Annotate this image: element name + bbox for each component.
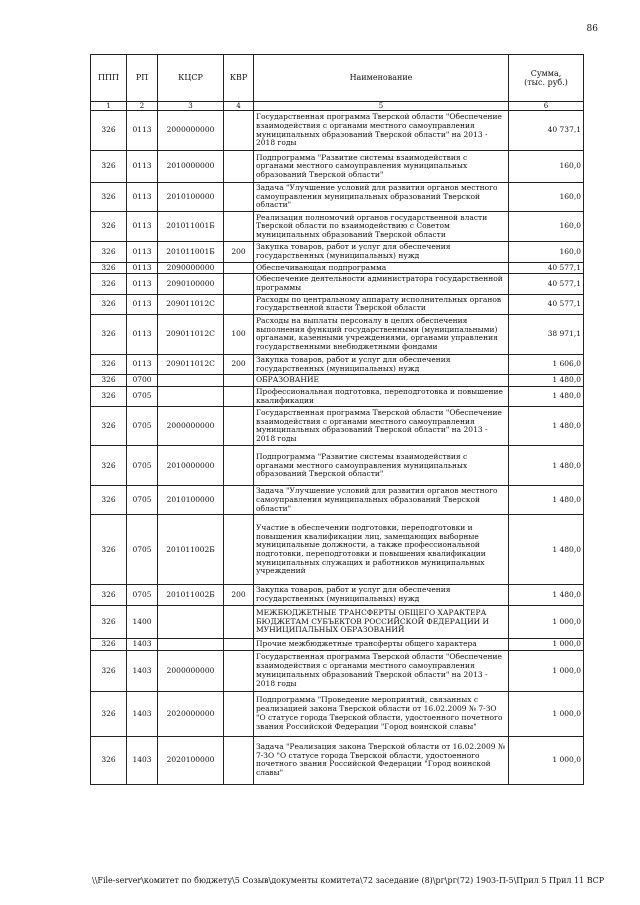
cell-kvr — [224, 212, 254, 242]
cell-kcsr: 2010100000 — [158, 183, 224, 212]
cell-ppp: 326 — [91, 446, 127, 486]
cell-sum: 1 000,0 — [509, 605, 584, 638]
table-row — [91, 605, 584, 638]
cell-kvr — [224, 486, 254, 515]
cell-rp: 0705 — [127, 585, 158, 605]
cell-rp: 0113 — [127, 151, 158, 183]
cell-kcsr — [158, 387, 224, 407]
cell-sum: 160,0 — [509, 151, 584, 183]
cell-rp: 0113 — [127, 314, 158, 354]
cell-kvr: 100 — [224, 314, 254, 354]
cell-ppp: 326 — [91, 262, 127, 274]
cell-kcsr — [158, 605, 224, 638]
cell-ppp: 326 — [91, 736, 127, 784]
cell-name: Задача "Реализация закона Тверской области от 16.02.2009 № 7-ЗО "О статусе города Тверской области, удостоенного почетного звания Российской Федерации "Город воинской славы" — [254, 736, 509, 784]
cell-sum: 1 480,0 — [509, 387, 584, 407]
cell-kcsr: 2020100000 — [158, 736, 224, 784]
cell-kvr — [224, 375, 254, 387]
cell-rp: 0700 — [127, 375, 158, 387]
cell-rp: 0705 — [127, 407, 158, 446]
cell-kcsr: 2090100000 — [158, 274, 224, 294]
col-header-ppp: ППП — [91, 55, 127, 102]
table-row — [91, 183, 584, 212]
cell-kvr — [224, 638, 254, 650]
cell-sum: 1 000,0 — [509, 691, 584, 736]
cell-rp: 1403 — [127, 691, 158, 736]
table-row — [91, 314, 584, 354]
cell-kcsr: 2010100000 — [158, 486, 224, 515]
table-row — [91, 375, 584, 387]
cell-kvr — [224, 407, 254, 446]
cell-kcsr: 2010000000 — [158, 151, 224, 183]
cell-kvr: 200 — [224, 242, 254, 262]
cell-sum: 1 606,0 — [509, 354, 584, 374]
col-number: 5 — [254, 102, 509, 111]
cell-rp: 0705 — [127, 486, 158, 515]
cell-rp: 1403 — [127, 638, 158, 650]
cell-ppp: 326 — [91, 111, 127, 151]
cell-kcsr: 209011012С — [158, 354, 224, 374]
header-row — [91, 55, 584, 102]
cell-ppp: 326 — [91, 387, 127, 407]
cell-name: Профессиональная подготовка, переподготовка и повышение квалификации — [254, 387, 509, 407]
cell-sum: 160,0 — [509, 183, 584, 212]
cell-kcsr: 2090000000 — [158, 262, 224, 274]
cell-kvr — [224, 111, 254, 151]
cell-name: Закупка товаров, работ и услуг для обеспечения государственных (муниципальных) нужд — [254, 242, 509, 262]
cell-rp: 0113 — [127, 354, 158, 374]
cell-sum: 1 480,0 — [509, 486, 584, 515]
cell-kvr — [224, 515, 254, 585]
cell-kvr — [224, 736, 254, 784]
cell-rp: 0113 — [127, 212, 158, 242]
col-header-name: Наименование — [254, 55, 509, 102]
cell-name: Обеспечение деятельности администратора государственной программы — [254, 274, 509, 294]
table-body — [91, 111, 584, 785]
cell-kvr — [224, 262, 254, 274]
cell-ppp: 326 — [91, 638, 127, 650]
cell-rp: 0113 — [127, 294, 158, 314]
table-row — [91, 736, 584, 784]
table-row — [91, 212, 584, 242]
table-row — [91, 486, 584, 515]
table-row — [91, 294, 584, 314]
cell-kcsr: 209011012С — [158, 314, 224, 354]
cell-name: Реализация полномочий органов государственной власти Тверской области по взаимодействию с Советом муниципальных образований Тверской области — [254, 212, 509, 242]
cell-name: Задача "Улучшение условий для развития органов местного самоуправления муниципальных образований Тверской области" — [254, 486, 509, 515]
table-row — [91, 407, 584, 446]
cell-name: Расходы на выплаты персоналу в целях обеспечения выполнения функций государственными (муниципальными) органами, казенными учреждениями, органами управления государственными внебюджетными фондами — [254, 314, 509, 354]
cell-ppp: 326 — [91, 354, 127, 374]
table-row — [91, 638, 584, 650]
cell-kvr — [224, 183, 254, 212]
cell-name: Государственная программа Тверской области "Обеспечение взаимодействия с органами местного самоуправления муниципальных образований Тверской области" на 2013 - 2018 годы — [254, 650, 509, 691]
cell-rp: 0113 — [127, 242, 158, 262]
cell-ppp: 326 — [91, 691, 127, 736]
table-row — [91, 111, 584, 151]
cell-name: Закупка товаров, работ и услуг для обеспечения государственных (муниципальных) нужд — [254, 354, 509, 374]
cell-name: Участие в обеспечении подготовки, переподготовки и повышения квалификации лиц, замещающих выборные муниципальные должности, а также профессиональной подготовки, переподготовки и повышения квалификации муниципальных служащих и работников муниципальных учреждений — [254, 515, 509, 585]
cell-kcsr: 201011001Б — [158, 212, 224, 242]
cell-kcsr: 209011012С — [158, 294, 224, 314]
cell-sum: 1 480,0 — [509, 375, 584, 387]
col-header-kvr: КВР — [224, 55, 254, 102]
cell-name: Подпрограмма "Проведение мероприятий, связанных с реализацией закона Тверской области от 16.02.2009 № 7-ЗО "О статусе города Тверской области, удостоенного почетного звания Российской Федерации "Город воинской славы" — [254, 691, 509, 736]
cell-kcsr — [158, 375, 224, 387]
cell-ppp: 326 — [91, 605, 127, 638]
cell-ppp: 326 — [91, 407, 127, 446]
cell-kvr — [224, 446, 254, 486]
table-row — [91, 274, 584, 294]
cell-rp: 1400 — [127, 605, 158, 638]
cell-ppp: 326 — [91, 314, 127, 354]
col-number: 2 — [127, 102, 158, 111]
cell-rp: 0705 — [127, 446, 158, 486]
cell-sum: 40 577,1 — [509, 294, 584, 314]
cell-ppp: 326 — [91, 650, 127, 691]
cell-kvr — [224, 387, 254, 407]
cell-name: Подпрограмма "Развитие системы взаимодействия с органами местного самоуправления муниципальных образований Тверской области" — [254, 151, 509, 183]
cell-sum: 1 480,0 — [509, 446, 584, 486]
cell-name: Расходы по центральному аппарату исполнительных органов государственной власти Тверской области — [254, 294, 509, 314]
cell-sum: 1 000,0 — [509, 638, 584, 650]
col-number: 4 — [224, 102, 254, 111]
cell-rp: 0113 — [127, 111, 158, 151]
cell-rp: 0705 — [127, 515, 158, 585]
cell-sum: 1 480,0 — [509, 585, 584, 605]
table-row — [91, 650, 584, 691]
col-number: 1 — [91, 102, 127, 111]
table-row — [91, 354, 584, 374]
table-row — [91, 515, 584, 585]
cell-rp: 0113 — [127, 183, 158, 212]
cell-name: Государственная программа Тверской области "Обеспечение взаимодействия с органами местного самоуправления муниципальных образований Тверской области" на 2013 - 2018 годы — [254, 407, 509, 446]
col-header-rp: РП — [127, 55, 158, 102]
footer-file-path: \\File-server\комитет по бюджету\5 Созыв\документы комитета\72 заседание (8)\рг\рг(72) 1903-П-5\Прил 5 Прил 11 ВСР — [92, 876, 605, 885]
cell-name: Подпрограмма "Развитие системы взаимодействия с органами местного самоуправления муниципальных образований Тверской области" — [254, 446, 509, 486]
cell-ppp: 326 — [91, 486, 127, 515]
table-row — [91, 242, 584, 262]
cell-ppp: 326 — [91, 585, 127, 605]
cell-ppp: 326 — [91, 375, 127, 387]
cell-sum: 160,0 — [509, 242, 584, 262]
cell-sum: 160,0 — [509, 212, 584, 242]
cell-rp: 0113 — [127, 274, 158, 294]
col-header-sum: Сумма, (тыс. руб.) — [509, 55, 584, 102]
table-row — [91, 691, 584, 736]
cell-sum: 1 480,0 — [509, 407, 584, 446]
cell-kcsr: 2000000000 — [158, 650, 224, 691]
cell-name: ОБРАЗОВАНИЕ — [254, 375, 509, 387]
cell-kvr — [224, 274, 254, 294]
cell-kcsr — [158, 638, 224, 650]
cell-ppp: 326 — [91, 274, 127, 294]
cell-sum: 1 000,0 — [509, 736, 584, 784]
page-number: 86 — [586, 24, 598, 34]
cell-kcsr: 201011002Б — [158, 515, 224, 585]
cell-kvr — [224, 691, 254, 736]
cell-ppp: 326 — [91, 212, 127, 242]
cell-ppp: 326 — [91, 242, 127, 262]
cell-sum: 40 737,1 — [509, 111, 584, 151]
col-header-kcsr: КЦСР — [158, 55, 224, 102]
column-number-row — [91, 102, 584, 111]
cell-ppp: 326 — [91, 294, 127, 314]
cell-sum: 40 577,1 — [509, 262, 584, 274]
cell-kvr: 200 — [224, 354, 254, 374]
cell-kvr — [224, 294, 254, 314]
cell-name: Обеспечивающая подпрограмма — [254, 262, 509, 274]
cell-kcsr: 2000000000 — [158, 407, 224, 446]
cell-name: Задача "Улучшение условий для развития органов местного самоуправления муниципальных образований Тверской области" — [254, 183, 509, 212]
cell-name: Прочие межбюджетные трансферты общего характера — [254, 638, 509, 650]
cell-kvr — [224, 605, 254, 638]
cell-ppp: 326 — [91, 183, 127, 212]
cell-sum: 1 000,0 — [509, 650, 584, 691]
cell-ppp: 326 — [91, 515, 127, 585]
cell-sum: 1 480,0 — [509, 515, 584, 585]
cell-rp: 1403 — [127, 650, 158, 691]
cell-kcsr: 201011001Б — [158, 242, 224, 262]
cell-rp: 0113 — [127, 262, 158, 274]
cell-name: МЕЖБЮДЖЕТНЫЕ ТРАНСФЕРТЫ ОБЩЕГО ХАРАКТЕРА БЮДЖЕТАМ СУБЪЕКТОВ РОССИЙСКОЙ ФЕДЕРАЦИИ И МУНИЦИПАЛЬНЫХ ОБРАЗОВАНИЙ — [254, 605, 509, 638]
cell-kcsr: 2000000000 — [158, 111, 224, 151]
col-number: 3 — [158, 102, 224, 111]
budget-table — [90, 54, 584, 785]
col-number: 6 — [509, 102, 584, 111]
cell-kvr — [224, 650, 254, 691]
cell-sum: 38 971,1 — [509, 314, 584, 354]
table-row — [91, 151, 584, 183]
cell-ppp: 326 — [91, 151, 127, 183]
table-row — [91, 262, 584, 274]
cell-name: Закупка товаров, работ и услуг для обеспечения государственных (муниципальных) нужд — [254, 585, 509, 605]
cell-kcsr: 2020000000 — [158, 691, 224, 736]
cell-rp: 0705 — [127, 387, 158, 407]
table-row — [91, 585, 584, 605]
cell-name: Государственная программа Тверской области "Обеспечение взаимодействия с органами местного самоуправления муниципальных образований Тверской области" на 2013 - 2018 годы — [254, 111, 509, 151]
cell-kcsr: 2010000000 — [158, 446, 224, 486]
cell-rp: 1403 — [127, 736, 158, 784]
cell-kvr: 200 — [224, 585, 254, 605]
table-row — [91, 387, 584, 407]
cell-kvr — [224, 151, 254, 183]
cell-kcsr: 201011002Б — [158, 585, 224, 605]
table-row — [91, 446, 584, 486]
cell-sum: 40 577,1 — [509, 274, 584, 294]
